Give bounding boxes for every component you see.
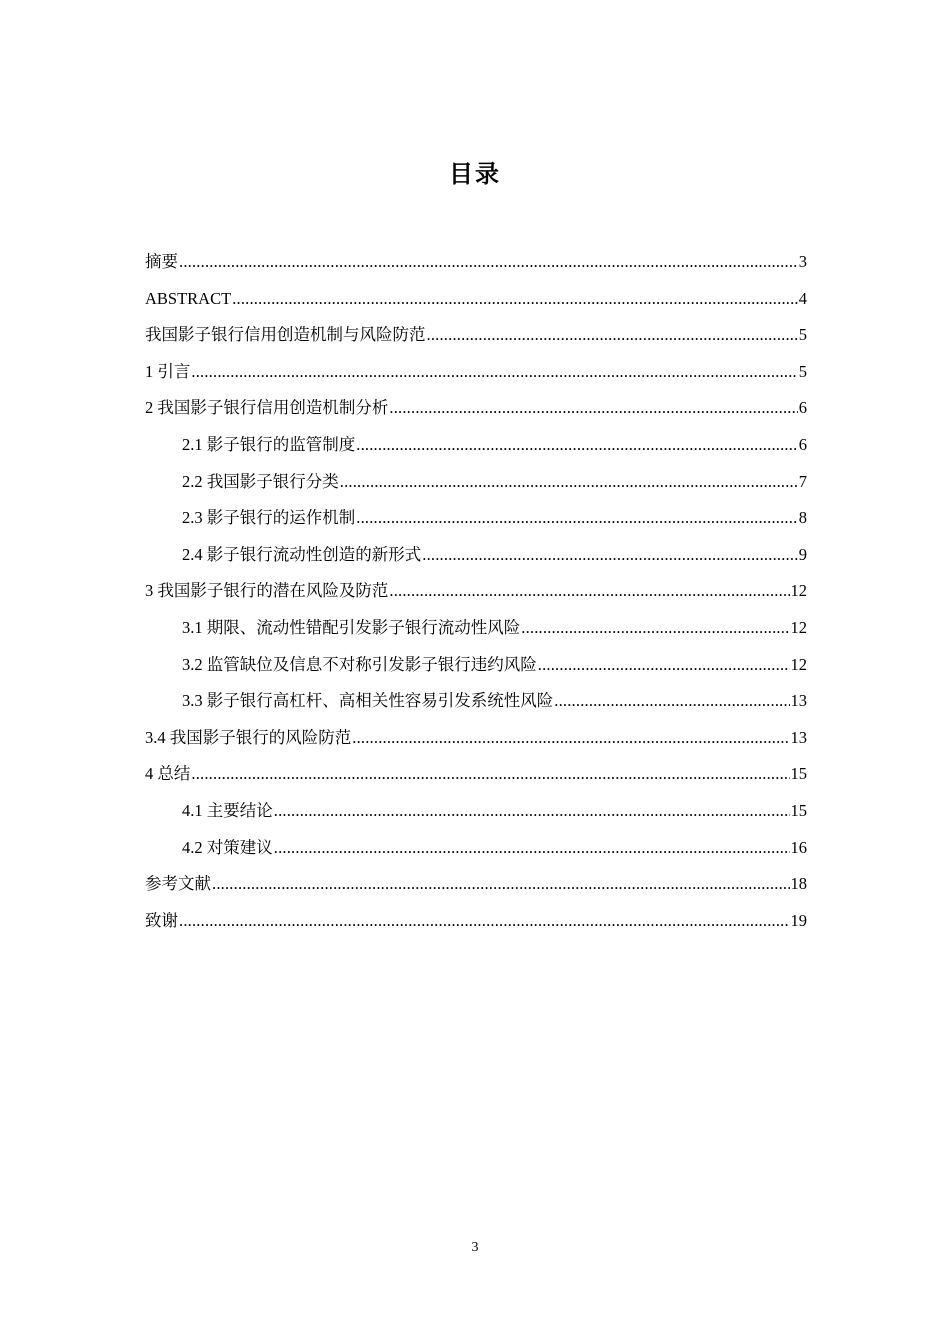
toc-dot-leader: [422, 537, 798, 574]
toc-entry[interactable]: [145, 866, 807, 903]
toc-entry[interactable]: [145, 573, 807, 610]
toc-entry-page: 18: [790, 874, 807, 894]
toc-entry-page: 15: [790, 800, 807, 820]
toc-entry[interactable]: [145, 390, 807, 427]
toc-dot-leader: [340, 464, 798, 501]
toc-entry-label: 2.3 影子银行的运作机制: [182, 508, 356, 528]
toc-entry[interactable]: [145, 793, 807, 830]
toc-entry[interactable]: [145, 537, 807, 574]
toc-entry-label: 摘要: [145, 252, 178, 271]
toc-entry-label: 1 引言: [145, 361, 191, 381]
toc-entry[interactable]: [145, 500, 807, 537]
toc-dot-leader: [212, 866, 790, 903]
toc-entry[interactable]: [145, 647, 807, 684]
toc-entry[interactable]: [145, 903, 807, 940]
toc-entry-label: 3.2 监管缺位及信息不对称引发影子银行违约风险: [182, 654, 537, 674]
toc-entry-label: 2 我国影子银行信用创造机制分析: [145, 398, 389, 418]
toc-dot-leader: [389, 573, 789, 610]
page-number: 3: [471, 1240, 479, 1255]
toc-dot-leader: [389, 390, 797, 427]
toc-entry-label: 2.4 影子银行流动性创造的新形式: [182, 544, 422, 564]
toc-entry-label: 参考文献: [145, 874, 211, 894]
toc-entry[interactable]: [145, 244, 807, 281]
toc-entry-page: 4: [798, 288, 807, 308]
toc-entry-page: 12: [790, 654, 807, 674]
toc-entry[interactable]: [145, 610, 807, 647]
toc-entry-page: 19: [790, 910, 807, 930]
toc-entry[interactable]: [145, 756, 807, 793]
toc-dot-leader: [179, 903, 790, 940]
toc-dot-leader: [191, 354, 797, 391]
toc-entry-label: 3.1 期限、流动性错配引发影子银行流动性风险: [182, 617, 521, 637]
toc-entry-label: 致谢: [145, 910, 178, 930]
toc-dot-leader: [232, 281, 798, 318]
toc-entry-page: 12: [790, 581, 807, 601]
toc-entry-page: 12: [790, 617, 807, 637]
toc-entry[interactable]: [145, 683, 807, 720]
toc-entry-page: 15: [790, 764, 807, 784]
toc-dot-leader: [554, 683, 789, 720]
page-title: 目录: [449, 160, 501, 188]
toc-entry-page: 6: [798, 398, 807, 418]
toc-entry[interactable]: [145, 720, 807, 757]
table-of-contents: [145, 244, 807, 939]
toc-entry-label: 3.3 影子银行高杠杆、高相关性容易引发系统性风险: [182, 691, 554, 711]
toc-entry-page: 8: [798, 508, 807, 528]
toc-entry-label: 4.2 对策建议: [182, 837, 273, 857]
toc-entry-label: 我国影子银行信用创造机制与风险防范: [145, 325, 426, 345]
toc-dot-leader: [356, 500, 798, 537]
toc-dot-leader: [191, 756, 789, 793]
toc-entry[interactable]: [145, 281, 807, 318]
toc-entry-page: 3: [798, 252, 807, 271]
toc-entry[interactable]: [145, 354, 807, 391]
toc-entry-label: ABSTRACT: [145, 288, 232, 308]
toc-entry-label: 2.1 影子银行的监管制度: [182, 434, 356, 454]
toc-dot-leader: [538, 647, 790, 684]
toc-dot-leader: [352, 720, 789, 757]
toc-entry-label: 4.1 主要结论: [182, 800, 273, 820]
toc-dot-leader: [274, 793, 790, 830]
toc-dot-leader: [179, 244, 798, 281]
toc-entry-page: 5: [798, 325, 807, 345]
toc-dot-leader: [274, 830, 790, 867]
toc-entry-page: 13: [790, 727, 807, 747]
toc-entry[interactable]: [145, 464, 807, 501]
toc-entry-page: 16: [790, 837, 807, 857]
toc-entry-page: 5: [798, 361, 807, 381]
toc-dot-leader: [521, 610, 789, 647]
toc-entry-label: 2.2 我国影子银行分类: [182, 471, 339, 491]
toc-entry-label: 4 总结: [145, 764, 191, 784]
toc-dot-leader: [427, 317, 798, 354]
toc-entry[interactable]: [145, 317, 807, 354]
toc-entry-page: 6: [798, 434, 807, 454]
toc-entry-label: 3.4 我国影子银行的风险防范: [145, 727, 352, 747]
toc-entry-page: 9: [798, 544, 807, 564]
toc-entry-page: 7: [798, 471, 807, 491]
toc-entry-label: 3 我国影子银行的潜在风险及防范: [145, 581, 389, 601]
toc-entry-page: 13: [790, 691, 807, 711]
toc-dot-leader: [356, 427, 798, 464]
toc-entry[interactable]: [145, 427, 807, 464]
toc-entry[interactable]: [145, 830, 807, 867]
